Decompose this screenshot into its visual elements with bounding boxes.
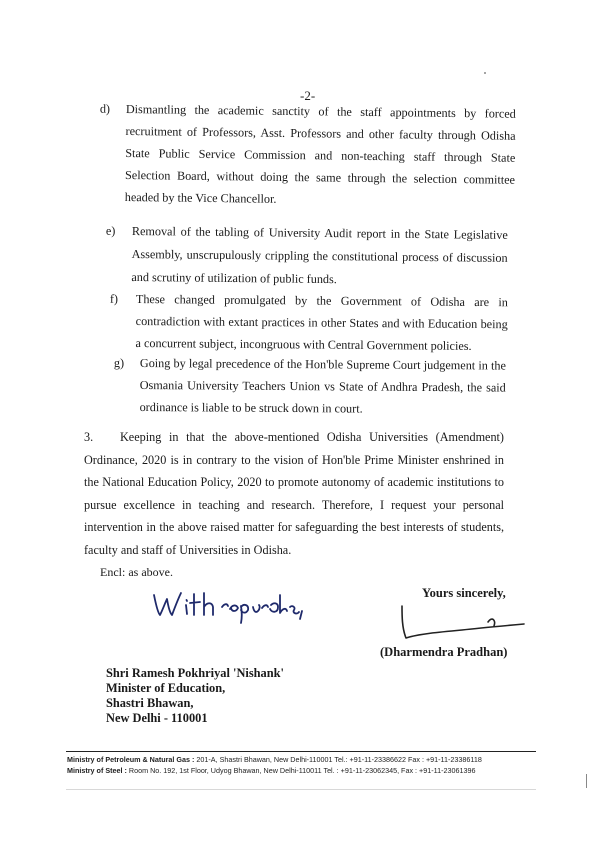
closing-salutation: Yours sincerely, — [422, 586, 506, 600]
list-item-line: State Public Service Commission and non-teaching staff through State — [125, 145, 516, 165]
list-item-line: contradiction with extant practices in other States and with Education being — [135, 313, 508, 332]
footer-text: 201-A, Shastri Bhawan, New Delhi-110001 Tel.: +91-11-23386622 Fax : +91-11-23386118 — [196, 755, 482, 764]
list-item-e — [105, 220, 508, 293]
list-item-line: These changed promulgated by the Government of Odisha are in — [135, 291, 508, 310]
list-item-label: f) — [109, 291, 119, 306]
list-item-line: Going by legal precedence of the Hon'ble Supreme Court judgement in the — [139, 355, 506, 373]
list-item-line: recruitment of Professors, Asst. Professors and other faculty through Odisha — [125, 123, 516, 143]
list-item-g — [113, 352, 506, 421]
list-item-line: and scrutiny of utilization of public funds. — [131, 269, 337, 287]
scan-speck — [484, 72, 486, 74]
list-item-label: d) — [99, 101, 111, 116]
footer-label: Ministry of Petroleum & Natural Gas : — [67, 755, 195, 764]
paragraph-line — [84, 426, 504, 449]
list-item-line: headed by the Vice Chancellor. — [124, 189, 277, 206]
paragraph-number: 3. — [84, 430, 94, 444]
list-item-line: Removal of the tabling of University Audit report in the State Legislative — [131, 223, 508, 242]
paragraph-line: faculty and staff of Universities in Odisha. — [84, 542, 292, 557]
list-item-line: Osmania University Teachers Union vs State of Andhra Pradesh, the said — [139, 377, 506, 395]
addressee-block — [106, 666, 284, 726]
list-item-f — [109, 288, 508, 357]
list-item-d — [99, 98, 516, 213]
footer-divider — [66, 751, 536, 752]
scan-mark — [586, 774, 587, 788]
footer — [67, 754, 482, 776]
paragraph-line-text: Keeping in that the above-mentioned Odisha Universities (Amendment) — [120, 430, 504, 444]
paragraph-line: the National Education Policy, 2020 to promote autonomy of academic institutions to — [84, 475, 504, 489]
addressee-line: Shastri Bhawan, — [106, 696, 194, 710]
footer-label: Ministry of Steel : — [67, 766, 127, 775]
list-item-line: ordinance is liable to be struck down in court. — [139, 399, 363, 416]
enclosure-note: Encl: as above. — [100, 565, 173, 579]
list-item-label: g) — [113, 355, 125, 370]
paragraph-line: intervention in the above raised matter for safeguarding the best interests of students, — [84, 520, 504, 534]
footer-line-1 — [67, 754, 482, 765]
list-item-line: Dismantling the academic sanctity of the staff appointments by forced — [125, 101, 516, 121]
addressee-line: Shri Ramesh Pokhriyal 'Nishank' — [106, 666, 284, 680]
list-item-line: a concurrent subject, incongruous with Central Government policies. — [135, 335, 472, 353]
signatory-name: (Dharmendra Pradhan) — [380, 645, 508, 659]
footer-line-2 — [67, 765, 482, 776]
list-item-label: e) — [105, 223, 116, 238]
paragraph-line: Ordinance, 2020 is in contrary to the vision of Hon'ble Prime Minister enshrined in — [84, 452, 504, 467]
paragraph-3 — [84, 426, 504, 561]
footer-text: Room No. 192, 1st Floor, Udyog Bhawan, New Delhi-110011 Tel. : +91-11-23062345, Fax : +91-11-23061396 — [128, 766, 476, 775]
list-item-line: Selection Board, without doing the same through the selection committee — [124, 167, 516, 187]
addressee-line: New Delhi - 110001 — [106, 711, 208, 725]
scan-line — [66, 789, 536, 790]
handwritten-regards — [150, 585, 310, 625]
list-item-line: Assembly, unscrupulously crippling the constitutional process of discussion — [131, 246, 508, 265]
page-number: -2- — [300, 88, 316, 103]
paragraph-line: pursue excellence in teaching and research. Therefore, I request your personal — [84, 497, 504, 512]
addressee-line: Minister of Education, — [106, 681, 226, 695]
